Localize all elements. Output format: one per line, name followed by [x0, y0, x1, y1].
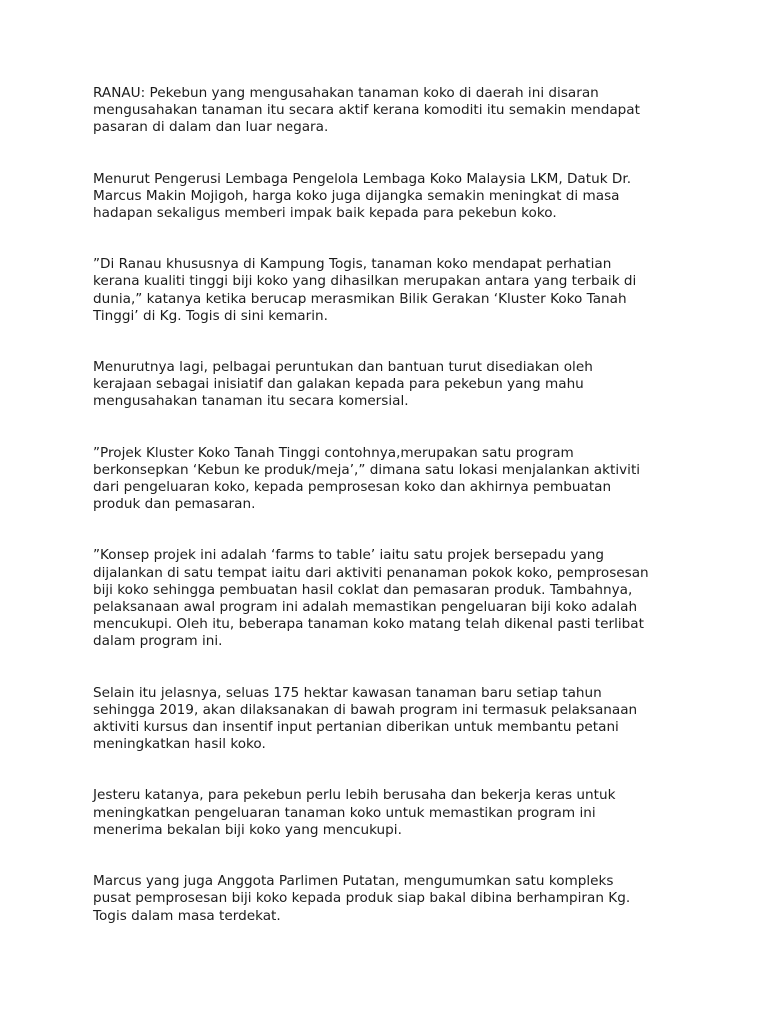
- paragraph-1: RANAU: Pekebun yang mengusahakan tanaman koko di daerah ini disaran mengusahakan tanaman itu secara aktif kerana komoditi itu semakin mendapat pasaran di dalam dan luar negara.: [93, 85, 640, 136]
- paragraph-8: Jesteru katanya, para pekebun perlu lebih berusaha dan bekerja keras untuk meningkatkan pengeluaran tanaman koko untuk memastikan program ini menerima bekalan biji koko yang mencukupi.: [93, 787, 616, 838]
- paragraph-5: ”Projek Kluster Koko Tanah Tinggi contohnya,merupakan satu program berkonsepkan ‘Kebun ke produk/meja’,” dimana satu lokasi menjalankan aktiviti dari pengeluaran koko, kepada pemprosesan koko dan akhirnya pembuatan produk dan pemasaran.: [93, 444, 641, 513]
- paragraph-2: Menurut Pengerusi Lembaga Pengelola Lembaga Koko Malaysia LKM, Datuk Dr. Marcus Makin Mojigoh, harga koko juga dijangka semakin meningkat di masa hadapan sekaligus memberi impak baik kepada para pekebun koko.: [93, 170, 632, 222]
- paragraph-3: ”Di Ranau khususnya di Kampung Togis, tanaman koko mendapat perhatian kerana kualiti tinggi biji koko yang dihasilkan merupakan antara yang terbaik di dunia,” katanya ketika berucap merasmikan Bilik Gerakan ‘Kluster Koko Tanah Tinggi’ di Kg. Togis di sini kemarin.: [93, 256, 637, 324]
- paragraph-6: ”Konsep projek ini adalah ‘farms to table’ iaitu satu projek bersepadu yang dijalankan di satu tempat iaitu dari aktiviti penanaman pokok koko, pemprosesan biji koko sehingga pembuatan hasil coklat dan pemasaran produk. Tambahnya, pelaksanaan awal program ini adalah memastikan pengeluaran biji koko adalah mencukupi. Oleh itu, beberapa tanaman koko matang telah dikenal pasti terlibat dalam program ini.: [93, 547, 649, 650]
- paragraph-7: Selain itu jelasnya, seluas 175 hektar kawasan tanaman baru setiap tahun sehingga 2019, akan dilaksanakan di bawah program ini termasuk pelaksanaan aktiviti kursus dan insentif input pertanian diberikan untuk membantu petani meningkatkan hasil koko.: [93, 684, 638, 753]
- article-body: [93, 85, 683, 925]
- paragraph-9: Marcus yang juga Anggota Parlimen Putatan, mengumumkan satu kompleks pusat pemprosesan biji koko kepada produk siap bakal dibina berhampiran Kg. Togis dalam masa terdekat.: [93, 873, 631, 924]
- paragraph-4: Menurutnya lagi, pelbagai peruntukan dan bantuan turut disediakan oleh kerajaan sebagai inisiatif dan galakan kepada para pekebun yang mahu mengusahakan tanaman itu secara komersial.: [93, 359, 593, 410]
